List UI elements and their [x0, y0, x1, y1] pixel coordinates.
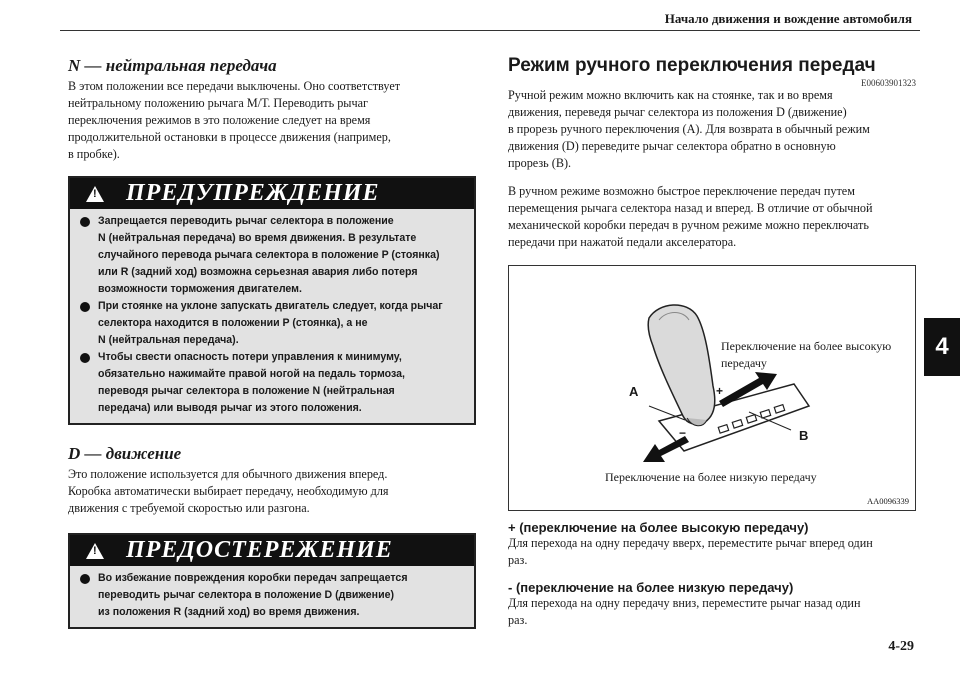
warning-triangle-icon: !	[86, 186, 104, 202]
warning-item: При стоянке на уклоне запускать двигатель следует, когда рычаг селектора находится в положении P (стоянка), а не N (нейтральная передача).	[80, 298, 466, 349]
slot-b-label: B	[799, 428, 809, 443]
warning-box	[68, 176, 476, 425]
neutral-paragraph: В этом положении все передачи выключены. Оно соответствует нейтральному положению рычага М/Т. Переводить рычаг переключения режимов в это положение следует на время продолжительной остановки в процессе движения (например, в пробке).	[68, 79, 401, 161]
section-code: E00603901323	[861, 78, 916, 88]
caution-item: Во избежание повреждения коробки передач запрещается переводить рычаг селектора в положение D (движение) из положения R (задний ход) во время движения.	[80, 570, 466, 621]
manual-mode-heading: Режим ручного переключения передач	[508, 55, 876, 76]
warning-item: Запрещается переводить рычаг селектора в положение N (нейтральная передача) во время движения. В результате случайного перевода рычага селектора в положение P (стоянка) или R (задний ход) возможна серьезная авария либо потеря возможности торможения двигателем.	[80, 213, 466, 298]
caution-box	[68, 533, 476, 629]
minus-mark: −	[679, 426, 687, 440]
chapter-tab: 4	[924, 318, 960, 376]
caution-triangle-icon: !	[86, 543, 104, 559]
plus-mark: +	[716, 384, 724, 398]
downshift-paragraph: Для перехода на одну передачу вниз, переместите рычаг назад один раз.	[508, 596, 861, 627]
warning-body	[70, 209, 474, 423]
downshift-label: Переключение на более низкую передачу	[605, 470, 817, 484]
drive-heading: D — движение	[68, 444, 182, 463]
manual-paragraph-1: Ручной режим можно включить как на стоянке, так и во время движения, переведя рычаг селектора из положения D (движение) в прорезь ручного переключения (A). Для возврата в обычный режим движения (D) переведите рычаг селектора обратно в основную прорезь (B).	[508, 88, 870, 170]
drive-paragraph: Это положение используется для обычного движения вперед. Коробка автоматически выбирает передачу, необходимую для движения с требуемой скоростью или разгона.	[68, 467, 389, 515]
warning-box-header	[70, 178, 474, 209]
slot-a-label: A	[629, 384, 639, 399]
left-column	[68, 56, 476, 629]
upshift-label: Переключение на более высокую передачу	[721, 339, 892, 370]
bullet-icon	[80, 217, 90, 227]
upshift-paragraph: Для перехода на одну передачу вверх, переместите рычаг вперед один раз.	[508, 536, 873, 567]
header-rule	[60, 30, 920, 31]
bullet-icon	[80, 574, 90, 584]
upshift-heading: + (переключение на более высокую передачу)	[508, 520, 809, 535]
caution-body	[70, 566, 474, 627]
right-column	[508, 55, 916, 629]
neutral-heading: N — нейтральная передача	[68, 56, 277, 75]
bullet-icon	[80, 302, 90, 312]
downshift-heading: - (переключение на более низкую передачу)	[508, 580, 794, 595]
figure-code: AA0096339	[866, 496, 909, 506]
shift-figure	[508, 265, 916, 511]
bullet-icon	[80, 353, 90, 363]
caution-title: ПРЕДОСТЕРЕЖЕНИЕ	[126, 537, 393, 563]
caution-box-header	[70, 535, 474, 566]
manual-paragraph-2: В ручном режиме возможно быстрое переключение передач путем перемещения рычага селектора назад и вперед. В отличие от обычной механической коробки передач в ручном режиме можно переключать передачи при нажатой педали акселератора.	[508, 184, 873, 249]
warning-item: Чтобы свести опасность потери управления к минимуму, обязательно нажимайте правой ногой на педаль тормоза, переводя рычаг селектора в положение N (нейтральная передача) или выводя рычаг из этого положения.	[80, 349, 466, 417]
page-number: 4-29	[888, 639, 914, 654]
running-header: Начало движения и вождение автомобиля	[664, 11, 912, 26]
warning-title: ПРЕДУПРЕЖДЕНИЕ	[126, 180, 380, 206]
